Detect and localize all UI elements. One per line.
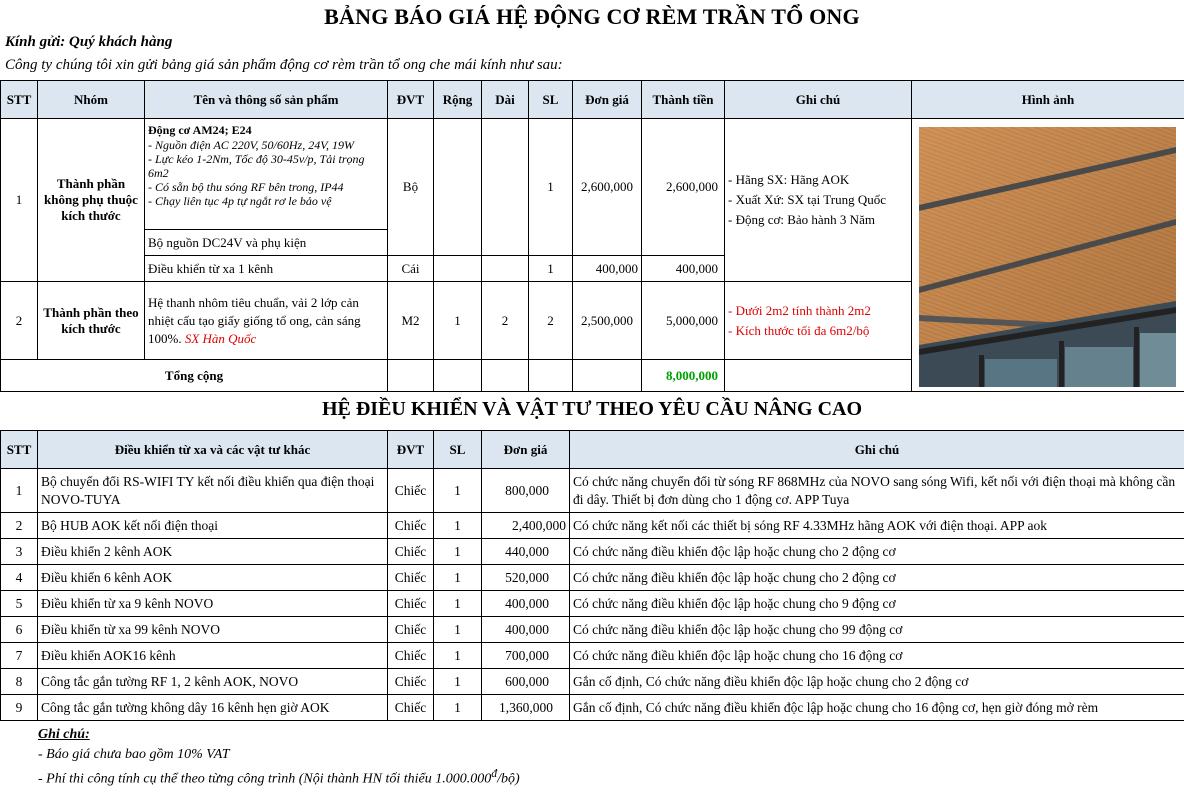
cell-note: Gắn cố định, Có chức năng điều khiển độc lập hoặc chung cho 16 động cơ, hẹn giờ đóng mở rèm — [570, 695, 1184, 721]
header-unit: ĐVT — [388, 81, 434, 119]
header-qty: SL — [434, 431, 482, 469]
row1-sub2-amount: 400,000 — [642, 256, 725, 282]
header-price: Đơn giá — [482, 431, 570, 469]
cell-price: 400,000 — [482, 591, 570, 617]
row2-width: 1 — [434, 282, 482, 360]
cell-qty: 1 — [434, 669, 482, 695]
cell-stt: 7 — [1, 643, 38, 669]
cell-qty: 1 — [434, 591, 482, 617]
cell-note: Có chức năng điều khiển độc lập hoặc chung cho 16 động cơ — [570, 643, 1184, 669]
cell-price: 520,000 — [482, 565, 570, 591]
cell-note: Có chức năng điều khiển độc lập hoặc chung cho 2 động cơ — [570, 565, 1184, 591]
page-title: BẢNG BÁO GIÁ HỆ ĐỘNG CƠ RÈM TRẦN TỔ ONG — [0, 4, 1184, 30]
header-unit: ĐVT — [388, 431, 434, 469]
section2-title: HỆ ĐIỀU KHIỂN VÀ VẬT TƯ THEO YÊU CẦU NÂNG CAO — [0, 398, 1184, 421]
cell-unit: Chiếc — [388, 643, 434, 669]
header-stt: STT — [1, 81, 38, 119]
row1-sub1-name: Bộ nguồn DC24V và phụ kiện — [145, 230, 388, 256]
accessories-table — [0, 430, 1184, 721]
cell-unit: Chiếc — [388, 695, 434, 721]
row1-price: 2,600,000 — [573, 119, 642, 256]
cell-note: Gắn cố định, Có chức năng điều khiển độc lập hoặc chung cho 2 động cơ — [570, 669, 1184, 695]
header-qty: SL — [529, 81, 573, 119]
note-line: - Kích thước tối đa 6m2/bộ — [728, 321, 908, 341]
note-line: - Động cơ: Bảo hành 3 Năm — [728, 210, 908, 230]
greeting: Kính gửi: Quý khách hàng — [5, 34, 172, 51]
table-row — [1, 591, 1184, 617]
note-line: - Xuất Xứ: SX tại Trung Quốc — [728, 190, 908, 210]
cell-qty: 1 — [434, 643, 482, 669]
cell-note: Có chức năng chuyển đổi từ sóng RF 868MHz của NOVO sang sóng Wifi, kết nối với điện thoại mà không cần đi dây. Thiết bị đơn dùng cho 1 động cơ. APP Tuya — [570, 469, 1184, 513]
cell-name: Bộ chuyển đổi RS-WIFI TY kết nối điều khiển qua điện thoại NOVO-TUYA — [38, 469, 388, 513]
cell-qty: 1 — [434, 617, 482, 643]
cell-price: 400,000 — [482, 617, 570, 643]
header-name: Tên và thông số sản phẩm — [145, 81, 388, 119]
cell-unit: Chiếc — [388, 617, 434, 643]
row1-width — [434, 119, 482, 256]
cell-note: Có chức năng điều khiển độc lập hoặc chung cho 2 động cơ — [570, 539, 1184, 565]
cell-qty: 1 — [434, 513, 482, 539]
note-line: - Dưới 2m2 tính thành 2m2 — [728, 301, 908, 321]
product-photo — [919, 127, 1176, 387]
cell-price: 600,000 — [482, 669, 570, 695]
row1-sub2-width — [434, 256, 482, 282]
header-note: Ghi chú — [725, 81, 912, 119]
skylight-curtain-image — [919, 127, 1176, 387]
table-row — [1, 695, 1184, 721]
cell-stt: 2 — [1, 513, 38, 539]
cell-name: Điều khiển từ xa 9 kênh NOVO — [38, 591, 388, 617]
cell-unit: Chiếc — [388, 513, 434, 539]
install-text: - Phí thi công tính cụ thể theo từng công trình (Nội thành HN tối thiểu 1.000.000 — [38, 772, 491, 787]
cell-name: Công tắc gắn tường RF 1, 2 kênh AOK, NOVO — [38, 669, 388, 695]
total-value: 8,000,000 — [642, 360, 725, 392]
cell-name: Bộ HUB AOK kết nối điện thoại — [38, 513, 388, 539]
table-row — [1, 669, 1184, 695]
table-row — [1, 469, 1184, 513]
row2-group: Thành phần theo kích thước — [38, 282, 145, 360]
header-amount: Thành tiền — [642, 81, 725, 119]
cell-price: 440,000 — [482, 539, 570, 565]
cell-stt: 8 — [1, 669, 38, 695]
cell-stt: 3 — [1, 539, 38, 565]
table-row — [1, 565, 1184, 591]
row1-sub2-qty: 1 — [529, 256, 573, 282]
table-row — [1, 539, 1184, 565]
spec-line: - Có sẵn bộ thu sóng RF bên trong, IP44 — [148, 180, 384, 194]
cell-price: 2,400,000 — [482, 513, 570, 539]
total-empty — [529, 360, 573, 392]
row1-group: Thành phần không phụ thuộc kích thước — [38, 119, 145, 282]
cell-qty: 1 — [434, 539, 482, 565]
row1-spec — [145, 119, 388, 230]
row2-unit: M2 — [388, 282, 434, 360]
currency-sup: đ — [491, 767, 497, 780]
cell-name: Điều khiển 6 kênh AOK — [38, 565, 388, 591]
table-row — [1, 513, 1184, 539]
cell-name: Điều khiển 2 kênh AOK — [38, 539, 388, 565]
table-header-row — [1, 81, 1184, 119]
row2-name-text: Hệ thanh nhôm tiêu chuẩn, vải 2 lớp cản nhiệt cấu tạo giấy giống tổ ong, cản sáng 100%. — [148, 295, 361, 346]
row2-price: 2,500,000 — [573, 282, 642, 360]
cell-qty: 1 — [434, 695, 482, 721]
row2-length: 2 — [482, 282, 529, 360]
cell-unit: Chiếc — [388, 669, 434, 695]
cell-stt: 1 — [1, 469, 38, 513]
total-empty — [725, 360, 912, 392]
total-empty — [434, 360, 482, 392]
cell-unit: Chiếc — [388, 469, 434, 513]
cell-stt: 9 — [1, 695, 38, 721]
cell-note: Có chức năng kết nối các thiết bị sóng RF 4.33MHz hãng AOK với điện thoại. APP aok — [570, 513, 1184, 539]
cell-qty: 1 — [434, 469, 482, 513]
cell-name: Điều khiển AOK16 kênh — [38, 643, 388, 669]
header-note: Ghi chú — [570, 431, 1184, 469]
row1-length — [482, 119, 529, 256]
table-header-row — [1, 431, 1184, 469]
row2-notes — [725, 282, 912, 360]
notes-line-install — [38, 767, 520, 788]
header-price: Đơn giá — [573, 81, 642, 119]
row2-stt: 2 — [1, 282, 38, 360]
row1-notes — [725, 119, 912, 282]
cell-unit: Chiếc — [388, 565, 434, 591]
row1-qty: 1 — [529, 119, 573, 256]
row2-qty: 2 — [529, 282, 573, 360]
cell-unit: Chiếc — [388, 539, 434, 565]
row1-unit: Bộ — [388, 119, 434, 256]
header-width: Rộng — [434, 81, 482, 119]
row2-name — [145, 282, 388, 360]
header-group: Nhóm — [38, 81, 145, 119]
notes-heading: Ghi chú: — [38, 727, 520, 743]
note-line: - Hãng SX: Hãng AOK — [728, 170, 908, 190]
cell-stt: 4 — [1, 565, 38, 591]
header-length: Dài — [482, 81, 529, 119]
row1-sub2-name: Điều khiển từ xa 1 kênh — [145, 256, 388, 282]
spec-line: - Lực kéo 1-2Nm, Tốc độ 30-45v/p, Tải trọng 6m2 — [148, 152, 384, 180]
header-image: Hình ảnh — [912, 81, 1184, 119]
cell-qty: 1 — [434, 565, 482, 591]
cell-price: 800,000 — [482, 469, 570, 513]
cell-name: Công tắc gắn tường không dây 16 kênh hẹn giờ AOK — [38, 695, 388, 721]
cell-stt: 6 — [1, 617, 38, 643]
row2-amount: 5,000,000 — [642, 282, 725, 360]
table-row — [1, 643, 1184, 669]
cell-stt: 5 — [1, 591, 38, 617]
row1-stt: 1 — [1, 119, 38, 282]
spec-title: Động cơ AM24; E24 — [148, 123, 384, 138]
total-label: Tổng cộng — [1, 360, 388, 392]
total-empty — [482, 360, 529, 392]
cell-note: Có chức năng điều khiển độc lập hoặc chung cho 9 động cơ — [570, 591, 1184, 617]
cell-name: Điều khiển từ xa 99 kênh NOVO — [38, 617, 388, 643]
notes-line-vat: - Báo giá chưa bao gồm 10% VAT — [38, 747, 520, 763]
row1-amount: 2,600,000 — [642, 119, 725, 256]
footer-notes — [38, 727, 520, 792]
spec-line: - Chạy liên tục 4p tự ngắt rơ le bảo vệ — [148, 194, 384, 208]
spec-line: - Nguồn điện AC 220V, 50/60Hz, 24V, 19W — [148, 138, 384, 152]
cell-price: 1,360,000 — [482, 695, 570, 721]
intro-text: Công ty chúng tôi xin gửi bảng giá sản phẩm động cơ rèm trần tổ ong che mái kính như sau: — [5, 57, 563, 74]
header-name: Điều khiển từ xa và các vật tư khác — [38, 431, 388, 469]
table-row — [1, 617, 1184, 643]
total-empty — [388, 360, 434, 392]
cell-unit: Chiếc — [388, 591, 434, 617]
header-stt: STT — [1, 431, 38, 469]
row1-sub2-price: 400,000 — [573, 256, 642, 282]
cell-price: 700,000 — [482, 643, 570, 669]
install-suffix: /bộ) — [497, 772, 520, 787]
row2-origin: SX Hàn Quốc — [185, 331, 257, 346]
total-empty — [573, 360, 642, 392]
row1-sub2-unit: Cái — [388, 256, 434, 282]
row1-sub2-length — [482, 256, 529, 282]
cell-note: Có chức năng điều khiển độc lập hoặc chung cho 99 động cơ — [570, 617, 1184, 643]
